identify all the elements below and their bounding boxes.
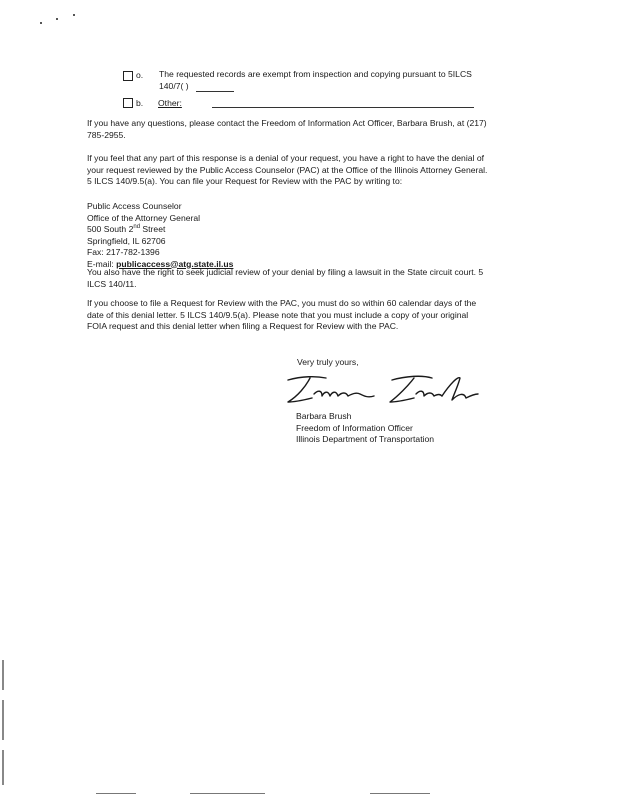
- option-b-letter: b.: [136, 98, 144, 108]
- address-street: 500 South 2nd Street: [87, 224, 166, 234]
- signer-department: Illinois Department of Transportation: [296, 434, 435, 444]
- address-city: Springfield, IL 62706: [87, 235, 166, 246]
- scan-edge-mark: [2, 660, 4, 690]
- signer-name: Barbara Brush: [296, 411, 352, 421]
- signer-title: Freedom of Information Officer: [296, 422, 413, 433]
- denial-review-paragraph: If you feel that any part of this response is a denial of your request, you have a right to have the denial of your request reviewed by the Public Access Counselor (PAC) at the Office of the Illinois Attorney General. 5 ILCS 140/9.5(a). You can file your Request for Review with the PAC by writing to:: [87, 153, 488, 186]
- option-b-label: Other:: [158, 98, 182, 108]
- address-fax: Fax: 217-782-1396: [87, 247, 160, 257]
- option-o-checkbox[interactable]: [123, 71, 133, 81]
- address-line2: Office of the Attorney General: [87, 212, 201, 223]
- scan-bottom-line: [96, 793, 136, 794]
- scan-edge-mark: [2, 750, 4, 785]
- option-o-text: The requested records are exempt from inspection and copying pursuant to 5ILCS 140/7( ): [159, 69, 472, 91]
- option-b-fill-line: [212, 107, 474, 108]
- scan-edge-mark: [2, 700, 4, 740]
- filing-deadline-paragraph: If you choose to file a Request for Review with the PAC, you must do so within 60 calendar days of the date of this denial letter. 5 ILCS 140/9.5(a). Please note that you must include a copy of your original FOIA request and this denial letter when filing a Request for Review with the PAC.: [87, 298, 477, 331]
- option-o-letter: o.: [136, 70, 144, 80]
- contact-paragraph: If you have any questions, please contact the Freedom of Information Act Officer, Barbara Brush, at (217) 785-2955.: [87, 118, 487, 140]
- address-email-line: E-mail: publicaccess@atg.state.il.us: [87, 258, 234, 269]
- signature-image: [282, 372, 482, 408]
- scan-bottom-line: [190, 793, 265, 794]
- scan-speck: [73, 14, 75, 16]
- option-o-fill-line: [196, 91, 234, 92]
- closing-salutation: Very truly yours,: [297, 357, 359, 367]
- pac-address-block: [87, 201, 547, 270]
- scan-speck: [40, 22, 42, 24]
- signature-block: [296, 411, 556, 446]
- email-link[interactable]: publicaccess@atg.state.il.us: [116, 258, 234, 269]
- scan-speck: [56, 18, 58, 20]
- address-line1: Public Access Counselor: [87, 201, 182, 211]
- scan-bottom-line: [370, 793, 430, 794]
- judicial-review-paragraph: You also have the right to seek judicial review of your denial by filing a lawsuit in the State circuit court. 5 ILCS 140/11.: [87, 267, 484, 289]
- option-b-checkbox[interactable]: [123, 98, 133, 108]
